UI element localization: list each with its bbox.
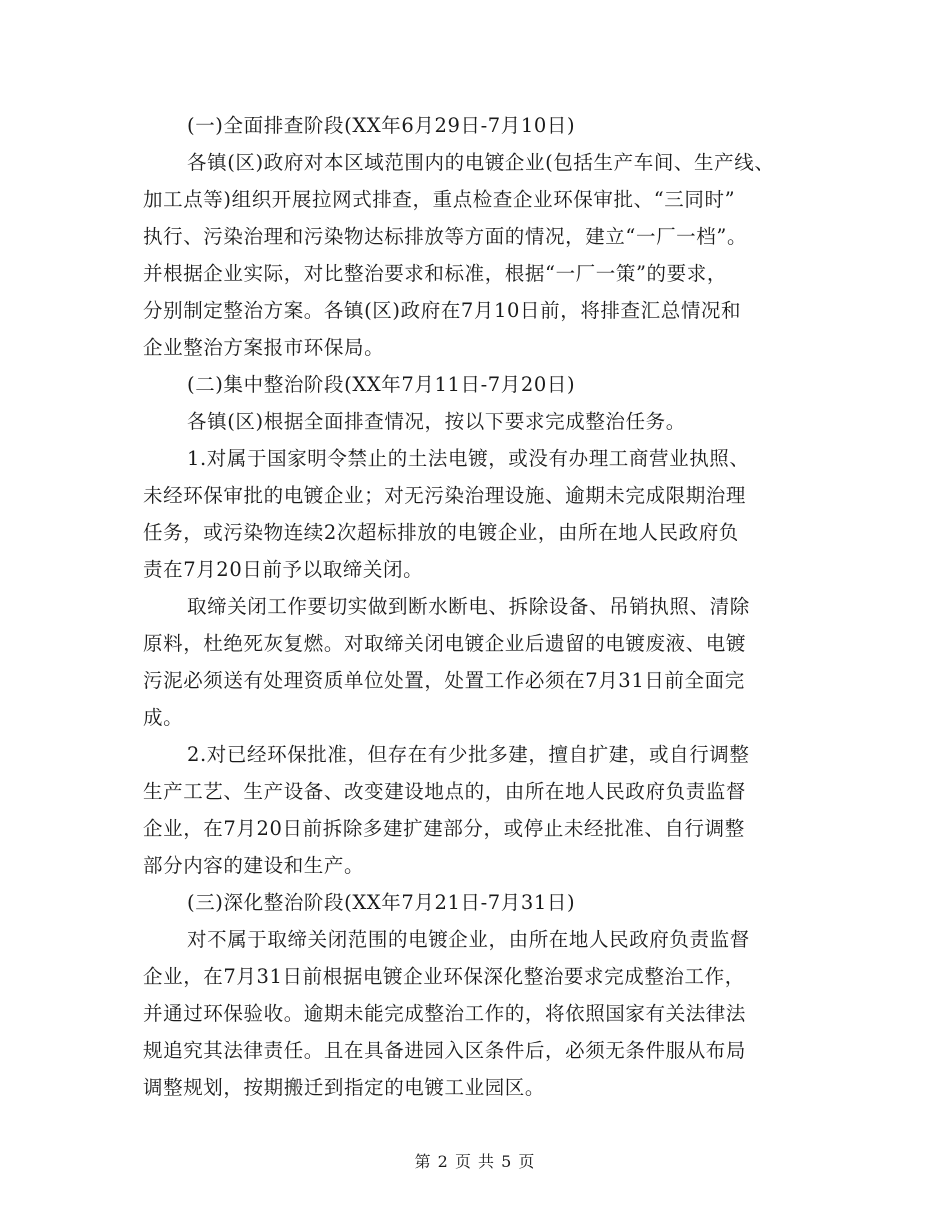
paragraph-line: 污泥必须送有处理资质单位处置，处置工作必须在7月31日前全面完	[143, 669, 745, 692]
paragraph-line: 取缔关闭工作要切实做到断水断电、拆除设备、吊销执照、清除	[187, 595, 750, 618]
page-footer: 第 2 页 共 5 页	[414, 1152, 536, 1171]
paragraph-line: 企业，在7月31日前根据电镀企业环保深化整治要求完成整治工作，	[143, 965, 745, 988]
paragraph-line: 分别制定整治方案。各镇(区)政府在7月10日前，将排查汇总情况和	[143, 299, 742, 322]
paragraph-line: 对不属于取缔关闭范围的电镀企业，由所在地人民政府负责监督	[187, 928, 750, 951]
paragraph-line: 原料，杜绝死灰复燃。对取缔关闭电镀企业后遗留的电镀废液、电镀	[143, 632, 747, 655]
paragraph-line: 任务，或污染物连续2次超标排放的电镀企业，由所在地人民政府负	[143, 521, 739, 544]
paragraph-line: 各镇(区)根据全面排查情况，按以下要求完成整治任务。	[187, 410, 686, 433]
paragraph-line: 部分内容的建设和生产。	[143, 854, 365, 877]
list-item-2-line: 2.对已经环保批准，但存在有少批多建，擅自扩建，或自行调整	[187, 743, 750, 766]
list-item-1-line: 1.对属于国家明令禁止的土法电镀，或没有办理工商营业执照、	[187, 447, 750, 470]
paragraph-line: 成。	[143, 706, 184, 729]
paragraph-line: 规追究其法律责任。且在具备进园入区条件后，必须无条件服从布局	[143, 1039, 747, 1062]
paragraph-line: 各镇(区)政府对本区域范围内的电镀企业(包括生产车间、生产线、	[187, 151, 775, 174]
paragraph-line: 调整规划，按期搬迁到指定的电镀工业园区。	[143, 1076, 546, 1099]
section-heading-3: (三)深化整治阶段(XX年7月21日-7月31日)	[187, 891, 576, 914]
paragraph-line: 企业，在7月20日前拆除多建扩建部分，或停止未经批准、自行调整	[143, 817, 745, 840]
paragraph-line: 生产工艺、生产设备、改变建设地点的，由所在地人民政府负责监督	[143, 780, 747, 803]
paragraph-line: 执行、污染治理和污染物达标排放等方面的情况，建立“一厂一档”。	[143, 225, 748, 248]
paragraph-line: 企业整治方案报市环保局。	[143, 336, 385, 359]
section-heading-2: (二)集中整治阶段(XX年7月11日-7月20日)	[187, 373, 576, 396]
section-heading-1: (一)全面排查阶段(XX年6月29日-7月10日)	[187, 114, 576, 137]
paragraph-line: 并通过环保验收。逾期未能完成整治工作的，将依照国家有关法律法	[143, 1002, 747, 1025]
paragraph-line: 未经环保审批的电镀企业；对无污染治理设施、逾期未完成限期治理	[143, 484, 747, 507]
paragraph-line: 加工点等)组织开展拉网式排查，重点检查企业环保审批、“三同时”	[143, 188, 736, 211]
paragraph-line: 责在7月20日前予以取缔关闭。	[143, 558, 424, 581]
paragraph-line: 并根据企业实际，对比整治要求和标准，根据“一厂一策”的要求，	[143, 262, 727, 285]
